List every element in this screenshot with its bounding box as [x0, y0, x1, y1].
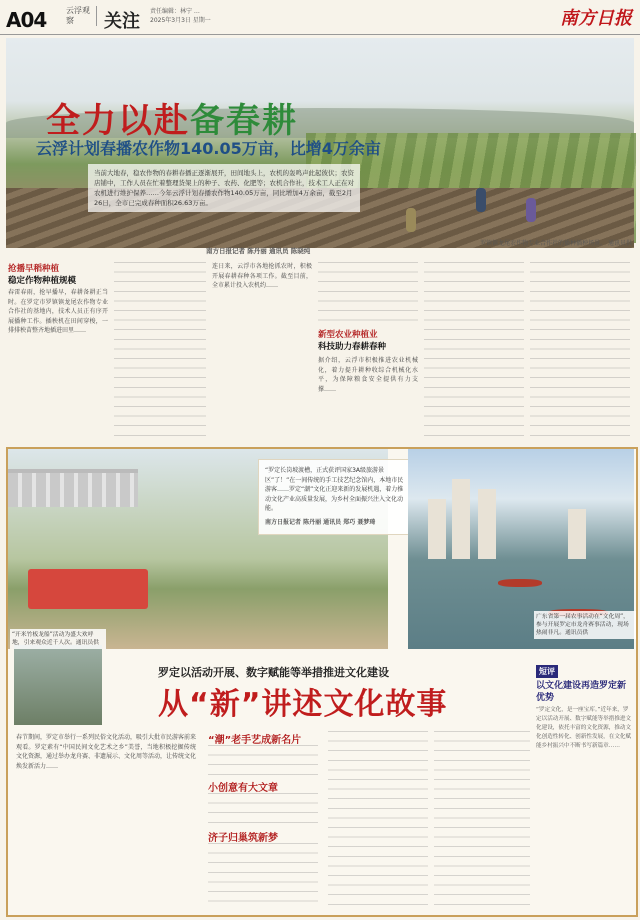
text-column — [208, 843, 318, 909]
page-header — [0, 0, 640, 35]
farmer-figure — [526, 198, 536, 222]
text-column — [114, 262, 206, 438]
meta-line: 2025年3月3日 星期一 — [150, 17, 211, 24]
event-photo — [14, 645, 102, 725]
dragon-boat — [498, 579, 542, 587]
page-letter: A — [6, 8, 21, 32]
feature-body: 春节期间，罗定市举行一系列民俗文化活动，吸引大批市民游客前来观看。罗定素有“中国民间文化艺术之乡”美誉，当地积极挖掘传统文化资源，通过举办龙舟赛、非遗展示、文化周等活动，让传统文化焕发新活力…… — [16, 734, 197, 770]
section-subtitle: 抢播早稻种植 — [8, 264, 60, 274]
headline-highlight: 备春耕 — [190, 101, 298, 141]
feature-story — [6, 447, 638, 917]
farmer-figure — [406, 208, 416, 232]
feature-headline — [158, 679, 447, 723]
photo-caption: “开米竹板龙船”活动为盛大欢呼地，引来观众近千人次。通讯员供 — [10, 629, 106, 649]
text-column — [434, 731, 530, 909]
meta-line: 责任编辑：林宁 … — [150, 8, 200, 15]
headline-part: 全力以赴 — [46, 101, 190, 141]
section-subtitle-2: 科技助力春耕春种 — [318, 342, 387, 352]
headline-part: 从“新”讲述 — [158, 687, 324, 722]
commentary-title: 以文化建设再造罗定新优势 — [536, 681, 627, 703]
top-subhead: 云浮计划春播农作物140.05万亩，比增4万余亩 — [36, 139, 381, 158]
article-column: 据介绍，云浮市积极推进农业机械化，着力提升耕种收综合机械化水平，为保障粮食安全提供有力支撑…… — [318, 357, 418, 393]
farmer-figure — [476, 188, 486, 212]
intro-text: “罗定长岗坡渡槽，正式获评国家3A级旅游景区”了！”在一间传统的手工技艺纪念馆内，本地市民游客……罗定“潮”文化正迎来新的发展机遇，着力推动文化产业高质量发展，为乡村全面振兴注入文化动能。 — [265, 467, 404, 513]
article-column: 连日来，云浮市各地抢抓农时，积极开展春耕春种各项工作。截至目前，全市累计投入农机约…… — [212, 263, 312, 290]
text-column — [530, 262, 630, 438]
page-meta — [150, 7, 211, 25]
text-column — [208, 745, 318, 775]
festival-photo — [8, 449, 404, 649]
commentary-tag: 短评 — [536, 665, 558, 678]
text-column — [208, 793, 318, 823]
commentary-column — [536, 659, 632, 909]
feature-subhead: 罗定以活动开展、数字赋能等举措推进文化建设 — [158, 666, 389, 679]
building — [428, 499, 446, 559]
stage-red — [28, 569, 148, 609]
page-number — [6, 8, 46, 32]
text-column — [424, 262, 524, 438]
photo-caption: 罗镇镇龙尾农作物专业合作社的播种插秧场景。 通讯员供 — [480, 240, 632, 247]
page-digits: 04 — [20, 8, 47, 32]
feature-intro — [258, 459, 412, 535]
lead-paragraph: 当前大地春，稳农作物的春耕春播正逐渐展开，田间地头上，农机的轰鸣声此起彼伏；农资店铺中，工作人员在忙着整理货架上的种子、农药、化肥等；农机合作社，技术工人正在对农机进行维护保养……今年云浮计划春播农作物140.05万亩，同比增加4万余亩，截至2月26日，全市已完成春种面积26.63万亩。 — [88, 164, 360, 212]
building — [478, 489, 496, 559]
text-column — [318, 262, 418, 322]
commentary-text: “罗定文化，是一座宝库。”近年来，罗定以活动开展、数字赋能等举措推进文化建设，依托丰富的文化资源，推动文化创造性转化、创新性发展，在文化赋能乡村振兴中不断书写新篇章…… — [536, 707, 632, 749]
headline-part: 文化故事 — [323, 687, 448, 722]
text-column — [328, 731, 428, 909]
section-subtitle-2: 稳定作物种植规模 — [8, 276, 77, 286]
section-title: 济子归巢筑新梦 — [208, 833, 278, 844]
section-subtitle: 新型农业种植业 — [318, 330, 378, 340]
lead-byline: 南方日报记者 陈丹丽 通讯员 陈晓纯 — [206, 247, 311, 255]
top-story-photo — [6, 38, 634, 255]
top-headline — [46, 93, 298, 142]
section-title: 小创意有大文章 — [208, 783, 278, 794]
newspaper-logo: 南方日报 — [560, 8, 632, 29]
section-title: “潮”老手艺成新名片 — [208, 735, 302, 746]
article-column: 春雷春雨，抢早播早，春耕备耕正当时。在罗定市罗镇镇龙尾农作物专业合作社的基地内，技术人员正有序开展播种工作。插秧机在田间穿梭，一排排秧苗整齐地插进田里…… — [8, 289, 108, 335]
building — [568, 509, 586, 559]
building — [452, 479, 470, 559]
intro-byline: 南方日报记者 陈丹丽 通讯员 郑巧 聂梦琦 — [265, 518, 376, 526]
section-title: 关注 — [104, 11, 140, 32]
stone-bridge — [8, 469, 138, 507]
photo-caption: 广东省第一届农事活动在“文化周”，参与开展罗定市龙舟赛事活动，现场热闹非凡。通讯员供 — [534, 611, 636, 639]
column-name: 云浮观察 — [66, 6, 97, 26]
